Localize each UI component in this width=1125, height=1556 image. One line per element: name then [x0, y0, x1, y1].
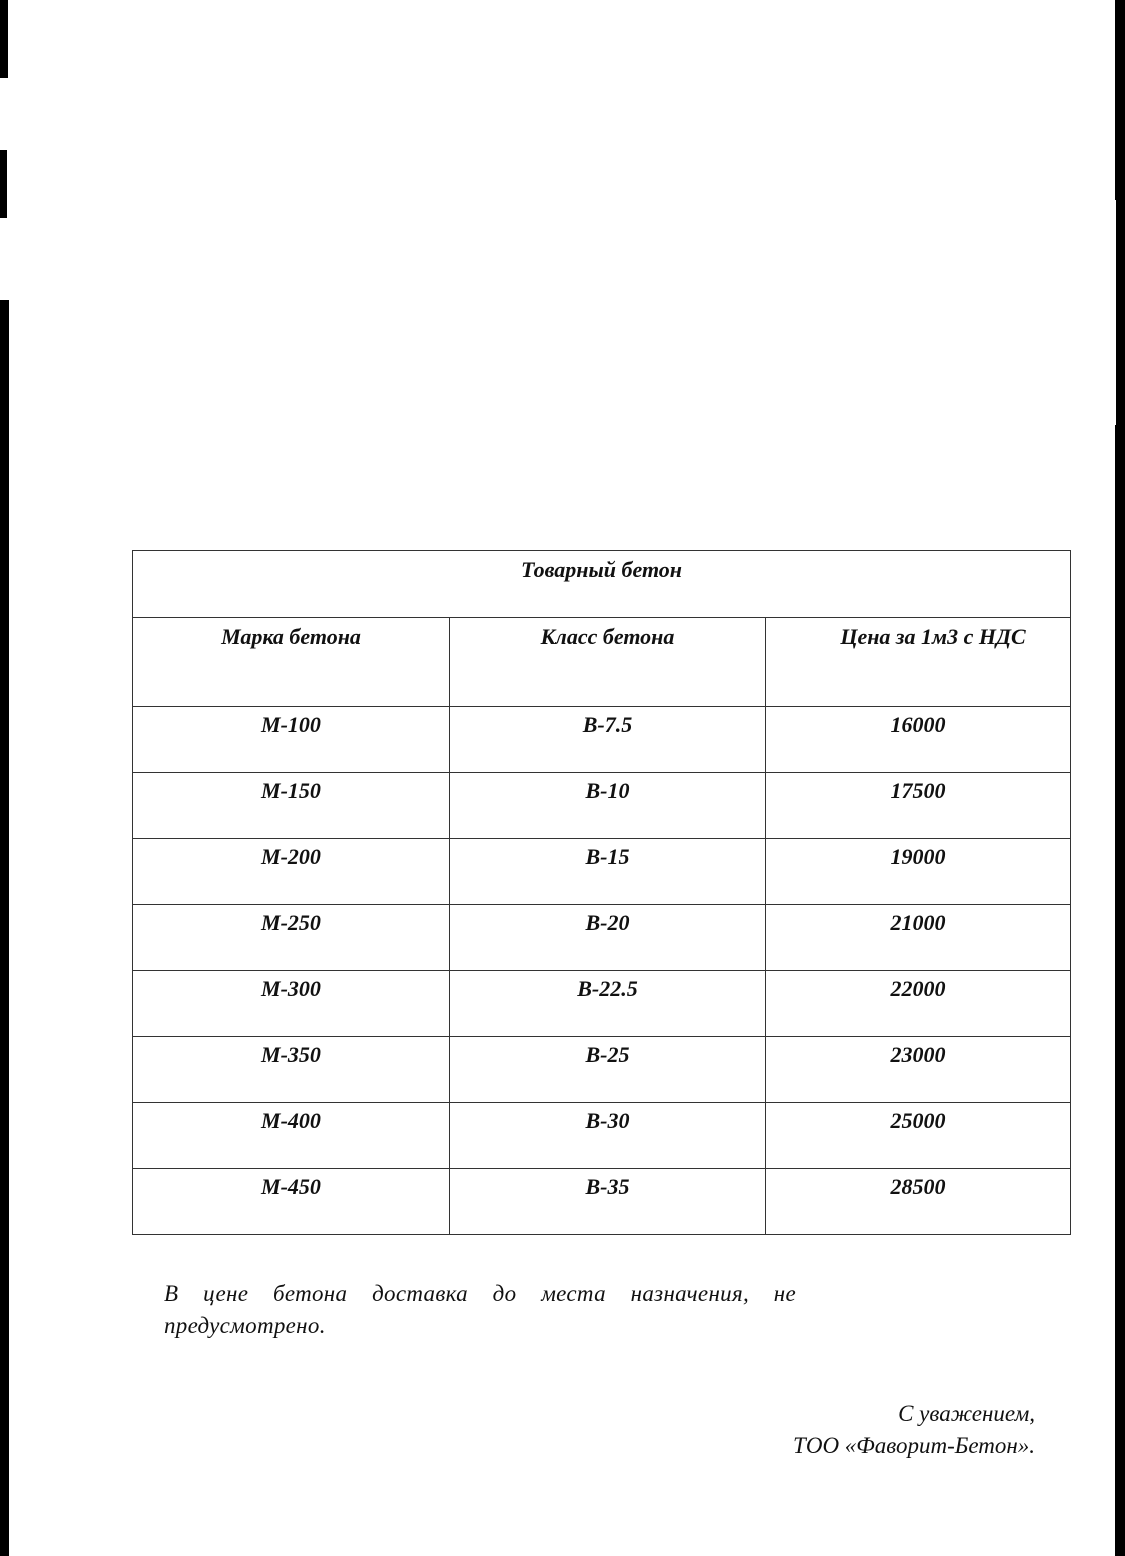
table-row	[133, 1037, 1071, 1103]
header-class: Класс бетона	[450, 618, 766, 707]
cell-class: В-15	[450, 839, 766, 905]
cell-class: В-20	[450, 905, 766, 971]
table-row	[133, 971, 1071, 1037]
cell-grade: М-450	[133, 1169, 450, 1235]
table-row	[133, 905, 1071, 971]
cell-grade: М-350	[133, 1037, 450, 1103]
cell-price: 22000	[766, 971, 1071, 1037]
table-row	[133, 773, 1071, 839]
scan-edge-right-gap	[1113, 200, 1116, 425]
cell-class: В-25	[450, 1037, 766, 1103]
table-row	[133, 707, 1071, 773]
table-title-row	[133, 551, 1071, 618]
cell-class: В-22.5	[450, 971, 766, 1037]
cell-class: В-10	[450, 773, 766, 839]
cell-grade: М-200	[133, 839, 450, 905]
scan-edge-left-top	[0, 0, 8, 78]
delivery-note: В цене бетона доставка до места назначения, не предусмотрено.	[164, 1281, 796, 1338]
company-name: ТОО «Фаворит-Бетон».	[793, 1433, 1035, 1458]
header-grade: Марка бетона	[133, 618, 450, 707]
cell-class: В-30	[450, 1103, 766, 1169]
header-price: Цена за 1м3 с НДС	[766, 618, 1071, 707]
cell-grade: М-300	[133, 971, 450, 1037]
cell-grade: М-100	[133, 707, 450, 773]
table-row	[133, 839, 1071, 905]
scan-edge-left-mid	[0, 150, 7, 218]
price-table	[132, 550, 1071, 1235]
cell-price: 25000	[766, 1103, 1071, 1169]
cell-price: 16000	[766, 707, 1071, 773]
cell-price: 28500	[766, 1169, 1071, 1235]
cell-class: В-35	[450, 1169, 766, 1235]
table-row	[133, 1103, 1071, 1169]
cell-price: 17500	[766, 773, 1071, 839]
cell-class: В-7.5	[450, 707, 766, 773]
cell-price: 19000	[766, 839, 1071, 905]
table-title: Товарный бетон	[133, 551, 1071, 618]
signature-block	[793, 1398, 1035, 1462]
table-header-row	[133, 618, 1071, 707]
scan-edge-left-low	[0, 300, 9, 1556]
scan-edge-right	[1115, 0, 1125, 1556]
closing-line: С уважением,	[898, 1401, 1035, 1426]
cell-grade: М-150	[133, 773, 450, 839]
table-row	[133, 1169, 1071, 1235]
cell-price: 23000	[766, 1037, 1071, 1103]
cell-grade: М-250	[133, 905, 450, 971]
cell-grade: М-400	[133, 1103, 450, 1169]
cell-price: 21000	[766, 905, 1071, 971]
